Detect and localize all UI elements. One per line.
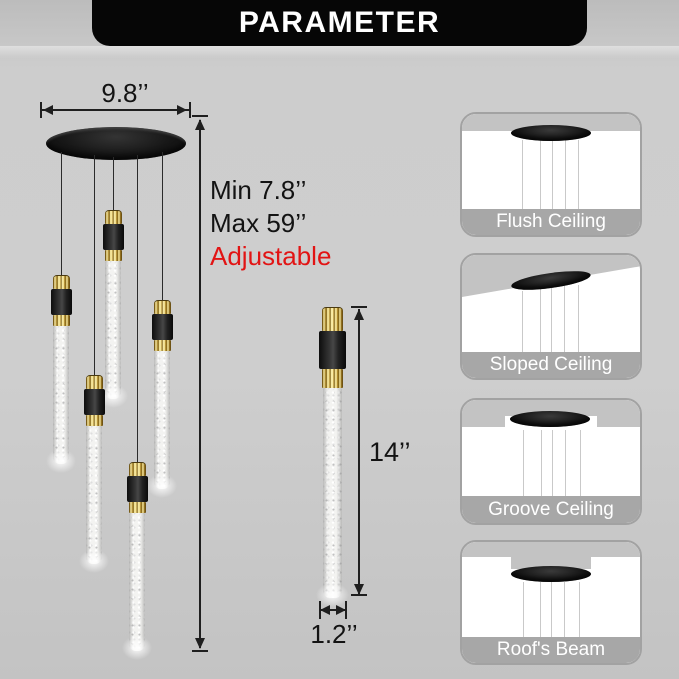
ceiling-canopy xyxy=(46,127,186,160)
gold-band xyxy=(53,315,70,326)
panel-sloped-ceiling xyxy=(460,253,642,380)
dim-line xyxy=(358,309,360,596)
crystal-tube xyxy=(129,513,145,651)
black-body xyxy=(152,314,173,340)
panel-flush-ceiling xyxy=(460,112,642,237)
pendant-length-label: 14’’ xyxy=(369,437,411,467)
panel-label: Roof's Beam xyxy=(462,637,640,663)
dim-line xyxy=(199,120,201,648)
crystal-tube xyxy=(154,351,170,489)
gold-cap xyxy=(86,375,103,389)
crystal-tube xyxy=(53,326,69,464)
hanging-cord xyxy=(565,430,566,500)
arrow-right-icon xyxy=(177,105,187,115)
dim-line xyxy=(42,109,189,111)
crystal-tube xyxy=(105,261,121,399)
pendant-light xyxy=(101,210,125,399)
pendant-light xyxy=(125,462,149,651)
hanging-cord xyxy=(540,289,541,352)
pendant-light-detail xyxy=(318,307,346,598)
canopy-width-label: 9.8’’ xyxy=(101,78,149,108)
hanging-cord xyxy=(540,582,541,637)
ceiling-canopy xyxy=(510,411,590,427)
panel-roofs-beam xyxy=(460,540,642,665)
crystal-tube xyxy=(323,388,342,598)
gold-band xyxy=(105,250,122,261)
pendant-light xyxy=(82,375,106,564)
hanging-cord xyxy=(522,140,523,209)
gold-cap xyxy=(129,462,146,476)
min-height-label: Min 7.8’’ xyxy=(210,175,307,205)
arrow-right-icon xyxy=(336,605,346,615)
hanging-cord xyxy=(552,140,553,209)
gold-band xyxy=(322,369,343,388)
panel-groove-ceiling xyxy=(460,398,642,525)
gold-cap xyxy=(53,275,70,289)
hanging-cord xyxy=(541,430,542,500)
hanging-cord xyxy=(551,582,552,637)
gold-cap xyxy=(322,307,343,331)
hanging-cord xyxy=(564,286,565,352)
dim-tick xyxy=(189,102,191,118)
adjustable-label: Adjustable xyxy=(210,241,332,271)
hanging-cord xyxy=(551,288,552,352)
panel-label: Groove Ceiling xyxy=(462,496,640,523)
pendant-light xyxy=(150,300,174,489)
hanging-cord xyxy=(523,430,524,500)
dim-tick xyxy=(192,650,208,652)
pendant-light xyxy=(49,275,73,464)
panel-label: Sloped Ceiling xyxy=(462,352,640,378)
arrow-left-icon xyxy=(320,605,330,615)
ceiling-canopy xyxy=(511,566,591,582)
hanging-cord xyxy=(540,140,541,209)
banner-shadow xyxy=(0,46,679,58)
hanging-cord xyxy=(137,155,138,462)
arrow-left-icon xyxy=(43,105,53,115)
max-height-label: Max 59’’ xyxy=(210,208,307,238)
hanging-cord xyxy=(580,430,581,500)
hanging-cord xyxy=(523,582,524,637)
gold-band xyxy=(129,502,146,513)
dim-tick xyxy=(192,115,208,117)
hanging-cord xyxy=(579,582,580,637)
hanging-cord xyxy=(578,140,579,209)
arrow-up-icon xyxy=(195,119,205,130)
gold-band xyxy=(154,340,171,351)
black-body xyxy=(103,224,124,250)
gold-cap xyxy=(105,210,122,224)
hanging-cord xyxy=(113,157,114,210)
dim-tick xyxy=(351,306,367,308)
black-body xyxy=(84,389,105,415)
arrow-up-icon xyxy=(354,309,364,320)
gold-cap xyxy=(154,300,171,314)
black-body xyxy=(51,289,72,315)
page-title: PARAMETER xyxy=(238,6,441,39)
pendant-diameter-label: 1.2’’ xyxy=(310,619,358,649)
ceiling-canopy xyxy=(511,125,591,141)
height-specs xyxy=(210,174,331,273)
arrow-down-icon xyxy=(195,638,205,649)
crystal-tube xyxy=(86,426,102,564)
hanging-cord xyxy=(522,291,523,352)
hanging-cord xyxy=(564,582,565,637)
hanging-cord xyxy=(162,152,163,300)
gold-band xyxy=(86,415,103,426)
ceiling-surface xyxy=(462,542,640,557)
dim-tick xyxy=(351,594,367,596)
hanging-cord xyxy=(578,285,579,352)
hanging-cord xyxy=(565,140,566,209)
black-body xyxy=(127,476,148,502)
header-banner xyxy=(92,0,587,46)
hanging-cord xyxy=(61,152,62,275)
hanging-cord xyxy=(94,155,95,375)
panel-label: Flush Ceiling xyxy=(462,209,640,235)
hanging-cord xyxy=(552,430,553,500)
black-body xyxy=(319,331,346,369)
